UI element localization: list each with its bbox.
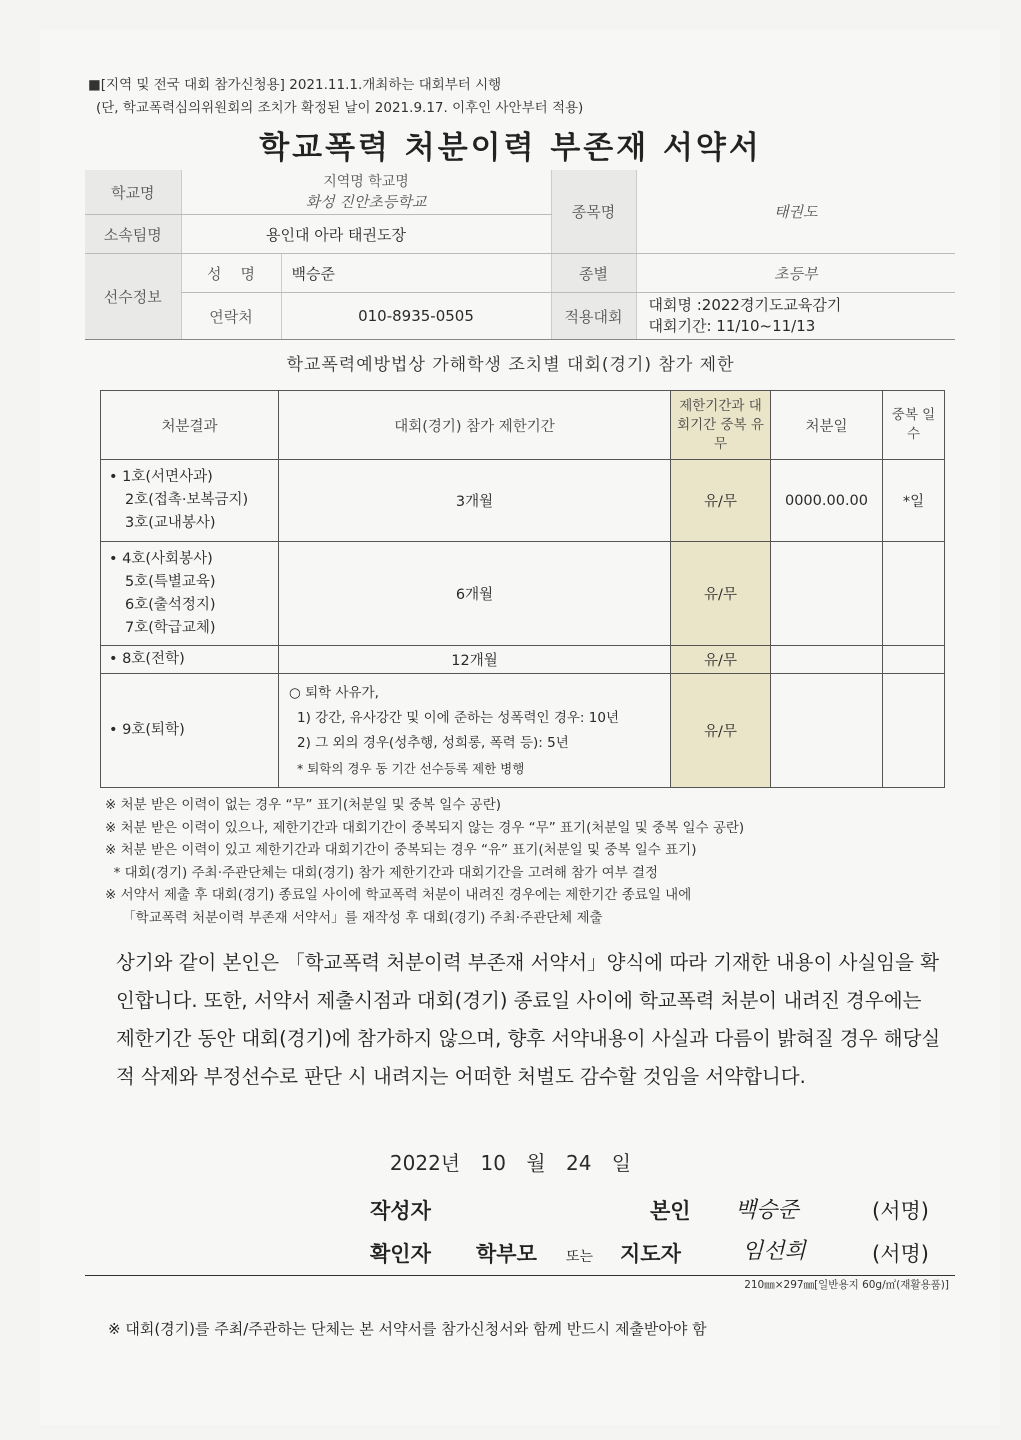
row1-result-line: 2호(접촉·보복금지) bbox=[125, 492, 249, 508]
row2-result-line: • 4호(사회봉사) bbox=[109, 550, 213, 567]
row4-result: • 9호(퇴학) bbox=[101, 674, 279, 788]
header-line-1: ■[지역 및 전국 대회 참가신청용] 2021.11.1.개최하는 대회부터 시행 bbox=[88, 77, 502, 93]
col-header-days: 중복 일수 bbox=[883, 391, 945, 460]
row4-period-line: 1) 강간, 유사강간 및 이에 준하는 성폭력인 경우: 10년 bbox=[297, 709, 619, 726]
note-line: ※ 처분 받은 이력이 있고 제한기간과 대회기간이 중복되는 경우 “유” 표기(처분일 및 중복 일수 표기) bbox=[105, 842, 697, 858]
row4-overlap: 유/무 bbox=[671, 674, 771, 788]
team-label: 소속팀명 bbox=[85, 215, 181, 254]
note-line: ※ 처분 받은 이력이 있으나, 제한기간과 대회기간이 중복되지 않는 경우 “무” 표기(처분일 및 중복 일수 공란) bbox=[105, 819, 745, 836]
row4-period-line: 2) 그 외의 경우(성추행, 성희롱, 폭력 등): 5년 bbox=[297, 734, 569, 751]
self-sign-mark: (서명) bbox=[872, 1199, 929, 1223]
category-label: 종별 bbox=[551, 254, 636, 293]
contact-value: 010-8935-0505 bbox=[281, 293, 551, 340]
name-label: 성 명 bbox=[181, 254, 281, 293]
section-title: 학교폭력예방법상 가해학생 조치별 대회(경기) 참가 제한 bbox=[286, 355, 735, 375]
school-hint: 지역명 학교명 bbox=[323, 174, 409, 190]
pledge-text: 상기와 같이 본인은 「학교폭력 처분이력 부존재 서약서」양식에 따라 기재한 내용이 사실임을 확인합니다. 또한, 서약서 제출시점과 대회(경기) 종료일 사이에 학교폭력 처분이 내려진 경우에는 제한기간 동안 대회(경기)에 참가하지 않으며, 향후 서약내용이 사실과 다름이 밝혀질 경우 해당실적 삭제와 부정선수로 판단 시 내려지는 어떠한 처벌도 감수할 것임을 서약합니다. bbox=[116, 951, 941, 1088]
row2-result-line: 6호(출석정지) bbox=[125, 596, 216, 613]
row2-result bbox=[101, 542, 279, 646]
row1-period: 3개월 bbox=[279, 460, 671, 542]
category-value: 초등부 bbox=[636, 254, 955, 293]
self-signature: 백승준 bbox=[735, 1198, 799, 1223]
divider bbox=[85, 1275, 955, 1276]
row2-result-line: 7호(학급교체) bbox=[125, 619, 216, 636]
applicant-info-table bbox=[85, 170, 955, 340]
row4-date bbox=[771, 674, 883, 788]
school-value: 화성 진안초등학교 bbox=[305, 193, 427, 211]
header-line-2: (단, 학교폭력심의위원회의 조치가 확정된 날이 2021.9.17. 이후인 사안부터 적용) bbox=[96, 100, 584, 116]
event-value: 태권도 bbox=[636, 170, 955, 254]
coach-sign-mark: (서명) bbox=[872, 1242, 929, 1266]
row2-overlap: 유/무 bbox=[671, 542, 771, 646]
paper-spec: 210㎜×297㎜[일반용지 60g/㎡(재활용품)] bbox=[744, 1279, 949, 1291]
row1-days: *일 bbox=[883, 460, 945, 542]
coach-signature: 임선희 bbox=[742, 1239, 806, 1264]
school-cell bbox=[181, 170, 551, 215]
contact-label: 연락처 bbox=[181, 293, 281, 340]
note-line: ※ 서약서 제출 후 대회(경기) 종료일 사이에 학교폭력 처분이 내려진 경우에는 제한기간 종료일 내에 bbox=[105, 887, 692, 903]
restriction-table bbox=[100, 390, 945, 788]
col-header-result: 처분결과 bbox=[101, 391, 279, 460]
row2-date bbox=[771, 542, 883, 646]
parent-label: 학부모 bbox=[476, 1242, 537, 1266]
applied-name: 대회명 :2022경기도교육감기 bbox=[648, 296, 842, 314]
coach-label: 지도자 bbox=[620, 1242, 681, 1266]
row2-result-line: 5호(특별교육) bbox=[125, 573, 216, 590]
note-line: ※ 처분 받은 이력이 없는 경우 “무” 표기(처분일 및 중복 일수 공란) bbox=[105, 797, 502, 813]
row1-overlap: 유/무 bbox=[671, 460, 771, 542]
self-label: 본인 bbox=[650, 1199, 691, 1223]
row4-period-line: ○ 퇴학 사유가, bbox=[289, 684, 379, 701]
row3-days bbox=[883, 646, 945, 674]
applied-value bbox=[636, 293, 955, 340]
row4-period bbox=[279, 674, 671, 788]
team-value: 용인대 아라 태권도장 bbox=[181, 215, 551, 254]
row3-result: • 8호(전학) bbox=[101, 646, 279, 674]
row4-days bbox=[883, 674, 945, 788]
row1-date: 0000.00.00 bbox=[771, 460, 883, 542]
author-label: 작성자 bbox=[370, 1199, 431, 1223]
name-value: 백승준 bbox=[281, 254, 551, 293]
row1-result bbox=[101, 460, 279, 542]
notes bbox=[105, 794, 744, 929]
confirm-label: 확인자 bbox=[370, 1242, 431, 1266]
row2-period: 6개월 bbox=[279, 542, 671, 646]
footer-note: ※ 대회(경기)를 주최/주관하는 단체는 본 서약서를 참가신청서와 함께 반드시 제출받아야 함 bbox=[108, 1320, 707, 1338]
row1-result-line: 3호(교내봉사) bbox=[125, 515, 216, 531]
col-header-date: 처분일 bbox=[771, 391, 883, 460]
page-title: 학교폭력 처분이력 부존재 서약서 bbox=[259, 130, 762, 166]
sign-date: 2022년 10 월 24 일 bbox=[389, 1151, 632, 1175]
row3-period: 12개월 bbox=[279, 646, 671, 674]
player-info-label: 선수정보 bbox=[85, 254, 181, 340]
note-line: 「학교폭력 처분이력 부존재 서약서」를 재작성 후 대회(경기) 주최·주관단체 제출 bbox=[105, 909, 603, 926]
row4-period-line: * 퇴학의 경우 동 기간 선수등록 제한 병행 bbox=[297, 760, 525, 776]
row3-overlap: 유/무 bbox=[671, 646, 771, 674]
or-label: 또는 bbox=[566, 1249, 594, 1265]
row2-days bbox=[883, 542, 945, 646]
school-label: 학교명 bbox=[85, 170, 181, 215]
applied-period: 대회기간: 11/10~11/13 bbox=[648, 317, 816, 335]
col-header-period: 대회(경기) 참가 제한기간 bbox=[279, 391, 671, 460]
event-label: 종목명 bbox=[551, 170, 636, 254]
row1-result-line: • 1호(서면사과) bbox=[109, 469, 213, 485]
row3-date bbox=[771, 646, 883, 674]
note-line: * 대회(경기) 주최·주관단체는 대회(경기) 참가 제한기간과 대회기간을 고려해 참가 여부 결정 bbox=[105, 864, 659, 881]
col-header-overlap: 제한기간과 대회기간 중복 유무 bbox=[671, 391, 771, 460]
applied-label: 적용대회 bbox=[551, 293, 636, 340]
